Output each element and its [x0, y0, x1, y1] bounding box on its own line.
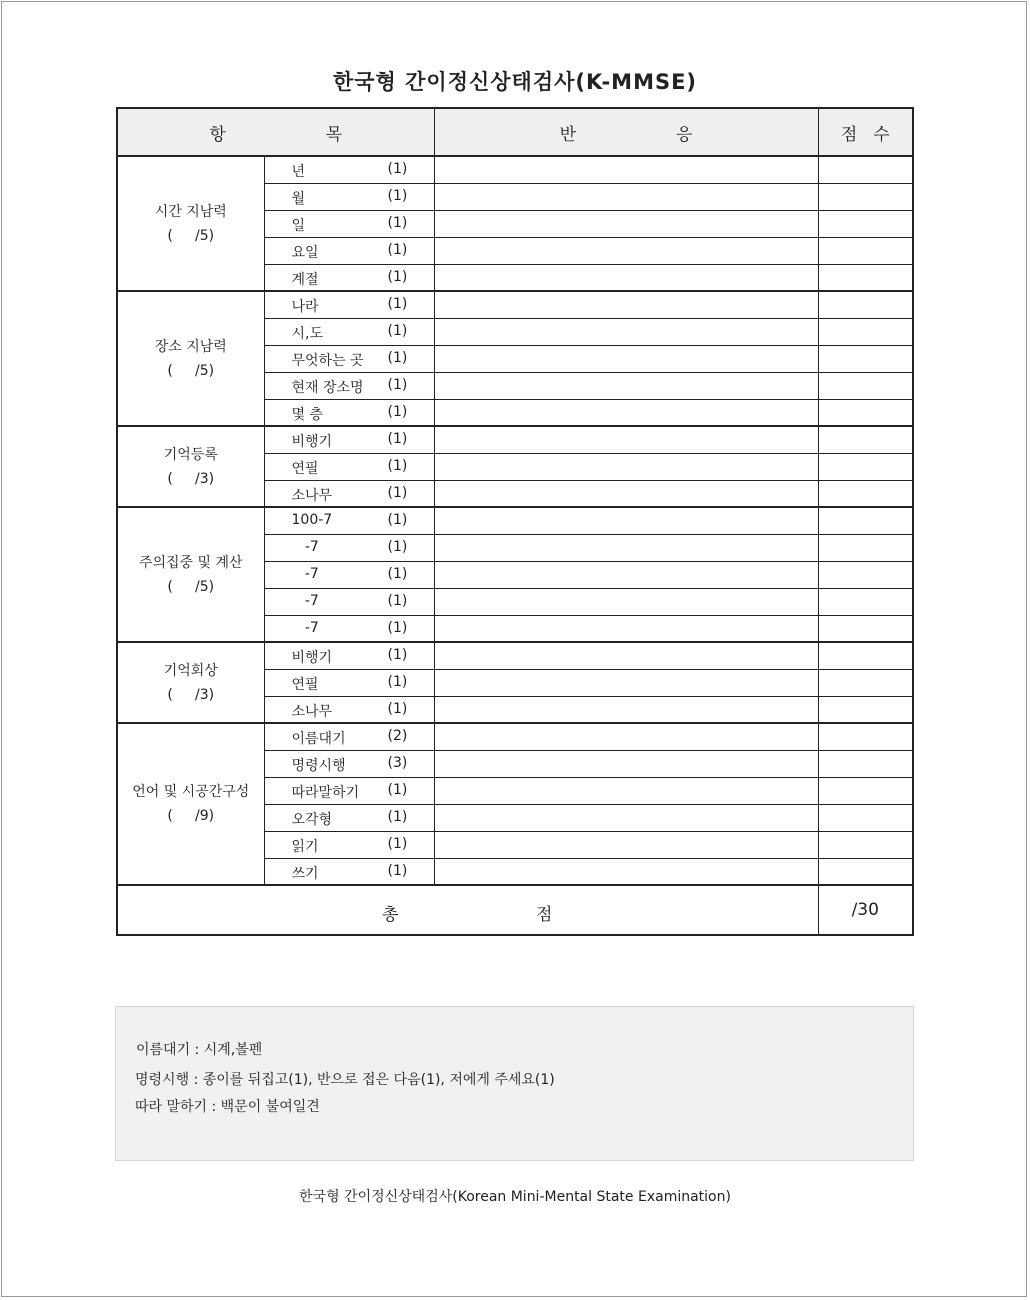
response-cell[interactable]: [434, 453, 818, 480]
score-cell[interactable]: [818, 237, 913, 264]
response-cell[interactable]: [434, 642, 818, 669]
item-name: 읽기: [291, 838, 319, 855]
item-points: (1): [387, 700, 408, 717]
notes-box: [115, 1006, 914, 1161]
response-cell[interactable]: [434, 291, 818, 318]
item-cell: [264, 507, 434, 534]
response-cell[interactable]: [434, 237, 818, 264]
score-cell[interactable]: [818, 588, 913, 615]
item-name: -7: [291, 619, 319, 636]
response-cell[interactable]: [434, 183, 818, 210]
item-cell: [264, 561, 434, 588]
item-name: 계절: [291, 271, 319, 288]
item-name: -7: [291, 592, 319, 609]
item-points: (2): [387, 728, 408, 744]
note-naming: 이름대기 : 시계,볼펜: [136, 1042, 263, 1058]
item-name: 일: [291, 217, 306, 234]
item-cell: [264, 318, 434, 345]
item-cell: [264, 237, 434, 264]
score-cell[interactable]: [818, 534, 913, 561]
item-name: 무엇하는 곳: [291, 352, 364, 369]
item-name: 오각형: [291, 811, 333, 828]
item-points: (1): [387, 512, 408, 528]
category-label: 주의집중 및 계산: [138, 554, 243, 571]
category-label: 시간 지남력: [154, 203, 227, 220]
category-label: 기억등록: [163, 446, 218, 463]
item-cell: [264, 453, 434, 480]
item-points: (1): [387, 619, 408, 636]
item-cell: [264, 264, 434, 291]
item-points: (1): [387, 673, 408, 690]
category-cell: [117, 426, 264, 507]
item-cell: [264, 615, 434, 642]
table-row: [117, 156, 913, 183]
category-cell: [117, 507, 264, 642]
item-cell: [264, 399, 434, 426]
item-name: 몇 층: [291, 406, 323, 423]
item-cell: [264, 777, 434, 804]
item-name: 년: [291, 164, 306, 180]
score-cell[interactable]: [818, 561, 913, 588]
table-header-row: [117, 108, 913, 156]
item-points: (1): [387, 322, 408, 339]
score-cell[interactable]: [818, 669, 913, 696]
item-points: (1): [387, 161, 408, 177]
item-cell: [264, 156, 434, 183]
table-row: [117, 642, 913, 669]
header-item-char-2: 목: [325, 124, 343, 145]
item-name: 소나무: [291, 703, 333, 720]
item-points: (1): [387, 565, 408, 582]
item-cell: [264, 183, 434, 210]
response-cell[interactable]: [434, 615, 818, 642]
item-name: 월: [291, 190, 306, 207]
category-max-score: ( /5): [167, 362, 215, 379]
item-cell: [264, 642, 434, 669]
category-max-score: ( /3): [167, 686, 215, 703]
item-name: 따라말하기: [291, 784, 360, 801]
total-score: /30: [818, 885, 913, 935]
response-cell[interactable]: [434, 588, 818, 615]
total-label-char-1: 총: [382, 905, 399, 925]
score-cell[interactable]: [818, 696, 913, 723]
item-name: -7: [291, 565, 319, 582]
total-label: [117, 885, 818, 935]
total-row: [117, 885, 913, 935]
score-cell[interactable]: [818, 453, 913, 480]
item-points: (1): [387, 187, 408, 204]
table-row: [117, 507, 913, 534]
category-max-score: ( /9): [167, 808, 215, 824]
item-name: 이름대기: [291, 731, 346, 747]
item-points: (1): [387, 647, 408, 663]
response-cell[interactable]: [434, 345, 818, 372]
response-cell[interactable]: [434, 750, 818, 777]
response-cell[interactable]: [434, 372, 818, 399]
score-cell[interactable]: [818, 723, 913, 750]
item-cell: [264, 723, 434, 750]
response-cell[interactable]: [434, 561, 818, 588]
item-points: (1): [387, 457, 408, 474]
score-cell[interactable]: [818, 156, 913, 183]
score-cell[interactable]: [818, 183, 913, 210]
item-points: (3): [387, 754, 408, 771]
footer-text: 한국형 간이정신상태검사(Korean Mini-Mental State Examination): [299, 1189, 731, 1205]
category-max-score: ( /5): [167, 578, 215, 595]
item-cell: [264, 534, 434, 561]
category-cell: [117, 723, 264, 885]
total-label-char-2: 점: [536, 905, 553, 925]
item-name: 연필: [291, 460, 319, 477]
header-response: [434, 108, 818, 156]
item-cell: [264, 858, 434, 885]
response-cell[interactable]: [434, 210, 818, 237]
item-points: (1): [387, 376, 408, 393]
table-row: [117, 723, 913, 750]
table-row: [117, 426, 913, 453]
item-points: (1): [387, 349, 408, 366]
item-cell: [264, 372, 434, 399]
score-cell[interactable]: [818, 804, 913, 831]
header-item-char-1: 항: [209, 124, 226, 145]
score-cell[interactable]: [818, 858, 913, 885]
page-title: 한국형 간이정신상태검사(K-MMSE): [332, 70, 698, 94]
response-cell[interactable]: [434, 426, 818, 453]
score-cell[interactable]: [818, 831, 913, 858]
score-cell[interactable]: [818, 264, 913, 291]
item-points: (1): [387, 538, 408, 555]
response-cell[interactable]: [434, 696, 818, 723]
item-name: 요일: [291, 244, 319, 261]
item-cell: [264, 750, 434, 777]
category-max-score: ( /5): [167, 227, 215, 244]
header-item: [117, 108, 434, 156]
category-label: 장소 지남력: [154, 338, 227, 355]
item-name: 연필: [291, 676, 319, 693]
score-cell[interactable]: [818, 615, 913, 642]
item-cell: [264, 345, 434, 372]
item-points: (1): [387, 403, 408, 420]
item-name: 시,도: [291, 325, 323, 342]
response-cell[interactable]: [434, 156, 818, 183]
item-cell: [264, 804, 434, 831]
score-cell[interactable]: [818, 426, 913, 453]
item-cell: [264, 696, 434, 723]
header-response-char-1: 반: [559, 124, 576, 145]
category-cell: [117, 291, 264, 426]
item-points: (1): [387, 484, 408, 501]
table-row: [117, 291, 913, 318]
category-cell: [117, 156, 264, 291]
item-name: 명령시행: [291, 757, 346, 774]
score-cell[interactable]: [818, 750, 913, 777]
item-points: (1): [387, 268, 408, 285]
item-points: (1): [387, 835, 408, 852]
header-score-char-2: 수: [873, 124, 890, 145]
category-max-score: ( /3): [167, 470, 215, 487]
header-response-char-2: 응: [676, 124, 693, 145]
response-cell[interactable]: [434, 669, 818, 696]
header-score: [818, 108, 913, 156]
note-command: 명령시행 : 종이를 뒤집고(1), 반으로 접은 다음(1), 저에게 주세요(1): [135, 1072, 555, 1088]
response-cell[interactable]: [434, 480, 818, 507]
score-cell[interactable]: [818, 372, 913, 399]
item-name: 소나무: [291, 487, 333, 504]
score-cell[interactable]: [818, 318, 913, 345]
item-name: 현재 장소명: [291, 379, 364, 396]
item-name: 쓰기: [291, 865, 319, 882]
response-cell[interactable]: [434, 264, 818, 291]
item-points: (1): [387, 431, 408, 447]
item-points: (1): [387, 241, 408, 258]
score-cell[interactable]: [818, 480, 913, 507]
score-cell[interactable]: [818, 291, 913, 318]
item-cell: [264, 831, 434, 858]
item-points: (1): [387, 808, 408, 825]
item-points: (1): [387, 862, 408, 879]
item-name: 100-7: [291, 512, 333, 528]
response-cell[interactable]: [434, 534, 818, 561]
item-cell: [264, 480, 434, 507]
item-cell: [264, 588, 434, 615]
response-cell[interactable]: [434, 507, 818, 534]
response-cell[interactable]: [434, 777, 818, 804]
score-cell[interactable]: [818, 399, 913, 426]
item-name: -7: [291, 538, 319, 555]
note-repetition: 따라 말하기 : 백문이 불여일견: [135, 1099, 320, 1115]
score-cell[interactable]: [818, 777, 913, 804]
item-cell: [264, 669, 434, 696]
response-cell[interactable]: [434, 858, 818, 885]
response-cell[interactable]: [434, 831, 818, 858]
item-name: 나라: [291, 299, 319, 315]
response-cell[interactable]: [434, 804, 818, 831]
item-cell: [264, 426, 434, 453]
score-cell[interactable]: [818, 642, 913, 669]
item-name: 비행기: [291, 434, 333, 450]
item-points: (1): [387, 296, 408, 312]
kmmse-table: [116, 107, 914, 936]
response-cell[interactable]: [434, 723, 818, 750]
table-body: [117, 156, 913, 935]
item-points: (1): [387, 592, 408, 609]
score-cell[interactable]: [818, 210, 913, 237]
item-points: (1): [387, 781, 408, 798]
category-label: 기억회상: [163, 662, 218, 679]
response-cell[interactable]: [434, 399, 818, 426]
category-label: 언어 및 시공간구성: [132, 784, 250, 800]
header-score-char-1: 점: [840, 124, 858, 145]
item-cell: [264, 291, 434, 318]
category-cell: [117, 642, 264, 723]
item-cell: [264, 210, 434, 237]
response-cell[interactable]: [434, 318, 818, 345]
score-cell[interactable]: [818, 345, 913, 372]
score-cell[interactable]: [818, 507, 913, 534]
item-points: (1): [387, 214, 408, 231]
item-name: 비행기: [291, 650, 333, 666]
